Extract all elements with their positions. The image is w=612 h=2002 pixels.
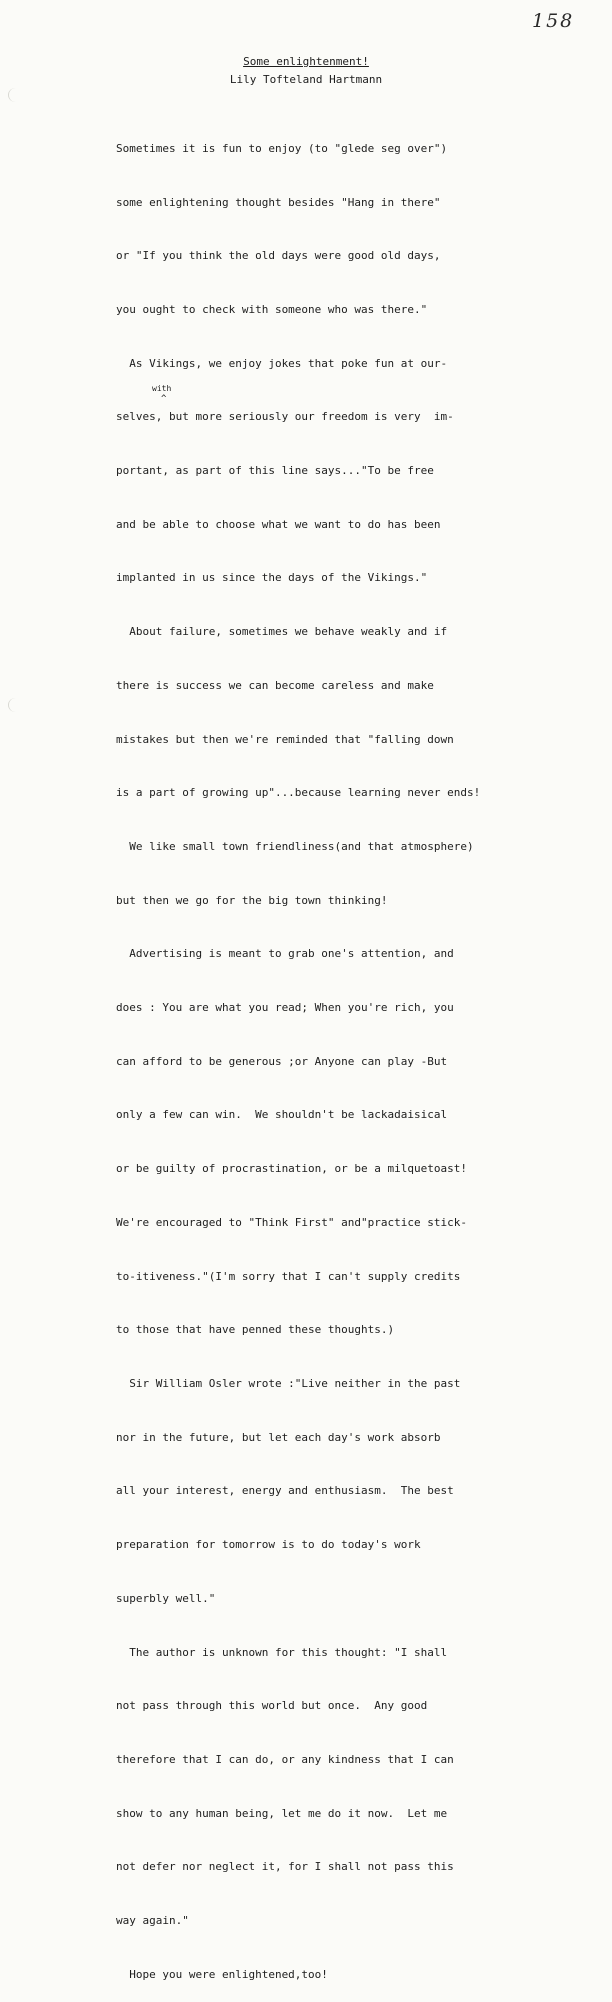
text-line: show to any human being, let me do it now. Let me	[116, 1806, 448, 1820]
title-text: Some enlightenment!	[243, 55, 369, 68]
text-line: mistakes but then we're reminded that "falling down	[116, 732, 454, 746]
text-line: selves, but more seriously our freedom is very im-	[116, 410, 454, 424]
insertion-caret: ^	[161, 394, 167, 404]
text-line: The author is unknown for this thought: "I shall	[116, 1645, 448, 1659]
text-line: to-itiveness."(I'm sorry that I can't supply credits	[116, 1269, 461, 1283]
text-line: is a part of growing up"...because learning never ends!	[116, 786, 481, 800]
text-line: and be able to choose what we want to do has been	[116, 517, 441, 531]
text-line: therefore that I can do, or any kindness that I can	[116, 1752, 454, 1766]
document-title	[0, 55, 612, 68]
text-line: superbly well."	[116, 1591, 216, 1605]
body-text	[116, 104, 546, 2002]
text-line: Hope you were enlightened,too!	[116, 1967, 328, 1981]
text-line: nor in the future, but let each day's work absorb	[116, 1430, 441, 1444]
text-line: only a few can win. We shouldn't be lackadaisical	[116, 1108, 448, 1122]
text-line: As Vikings, we enjoy jokes that poke fun at our-	[116, 356, 448, 370]
punch-hole-mark	[8, 88, 23, 102]
text-line: We're encouraged to "Think First" and"practice stick-	[116, 1215, 467, 1229]
handwritten-insertion: with	[152, 384, 172, 393]
text-line: not pass through this world but once. Any good	[116, 1699, 428, 1713]
text-line: there is success we can become careless and make	[116, 678, 434, 692]
text-line: some enlightening thought besides "Hang in there"	[116, 195, 441, 209]
text-line: to those that have penned these thoughts.)	[116, 1323, 395, 1337]
text-line: but then we go for the big town thinking!	[116, 893, 388, 907]
text-line: does : You are what you read; When you're rich, you	[116, 1001, 454, 1015]
page-number: 158	[532, 10, 575, 32]
text-line: you ought to check with someone who was there."	[116, 302, 428, 316]
text-line: or "If you think the old days were good old days,	[116, 249, 441, 263]
text-line: Advertising is meant to grab one's attention, and	[116, 947, 454, 961]
punch-hole-mark	[8, 698, 23, 712]
text-line: Sometimes it is fun to enjoy (to "glede seg over")	[116, 141, 448, 155]
text-line: way again."	[116, 1914, 189, 1928]
text-line: Sir William Osler wrote :"Live neither in the past	[116, 1376, 461, 1390]
text-line: or be guilty of procrastination, or be a milquetoast!	[116, 1162, 467, 1176]
text-line: implanted in us since the days of the Vikings."	[116, 571, 428, 585]
text-line: all your interest, energy and enthusiasm. The best	[116, 1484, 454, 1498]
text-line: not defer nor neglect it, for I shall not pass this	[116, 1860, 454, 1874]
text-line: portant, as part of this line says..."To be free	[116, 464, 434, 478]
text-line: can afford to be generous ;or Anyone can play -But	[116, 1054, 448, 1068]
text-line: preparation for tomorrow is to do today's work	[116, 1538, 421, 1552]
text-line: About failure, sometimes we behave weakly and if	[116, 625, 448, 639]
text-line: We like small town friendliness(and that atmosphere)	[116, 839, 474, 853]
author-line: Lily Tofteland Hartmann	[229, 73, 383, 86]
